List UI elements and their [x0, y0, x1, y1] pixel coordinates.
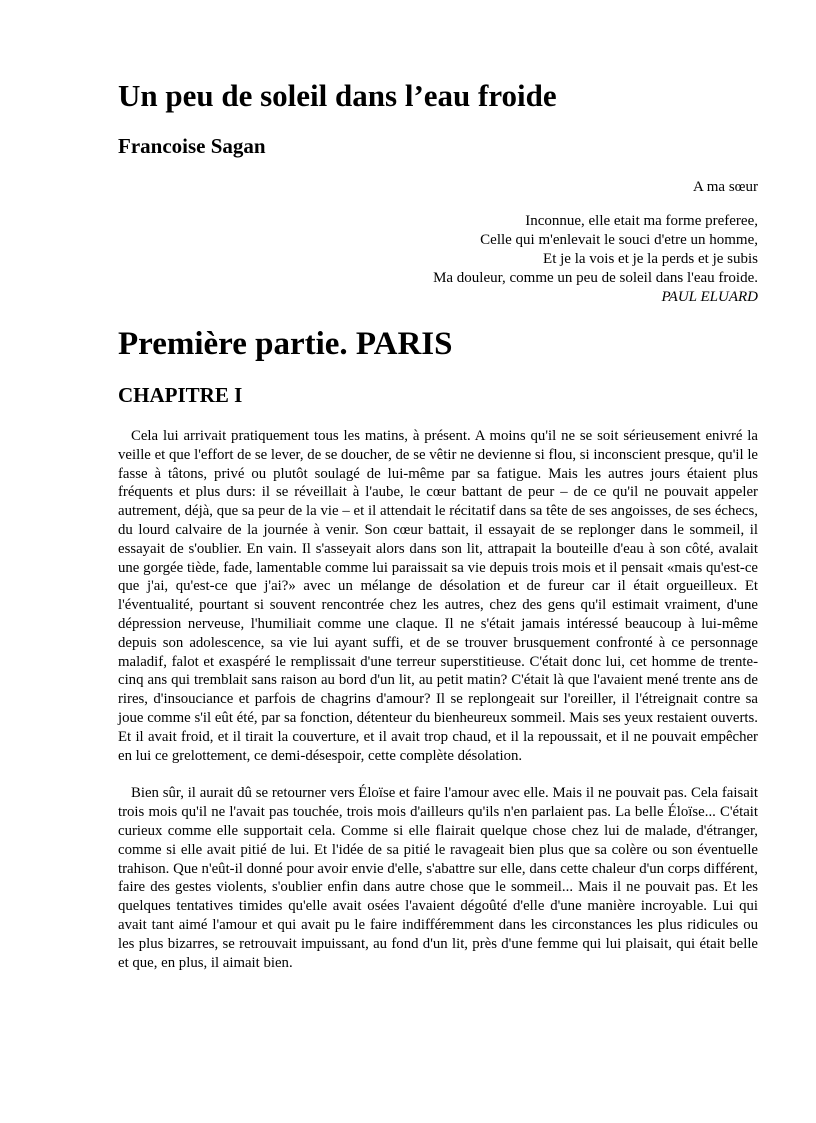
epigraph-line: Celle qui m'enlevait le souci d'etre un homme,: [480, 232, 758, 248]
epigraph-line: Et je la vois et je la perds et je subis: [543, 251, 758, 267]
author-name: Francoise Sagan: [118, 134, 266, 158]
body-paragraph: Cela lui arrivait pratiquement tous les matins, à présent. A moins qu'il ne se soit sérieusement enivré la veille et que l'effort de se lever, de se doucher, de se vêtir ne devienne si flou, si inconscient presque, qu'il le fasse à tâtons, privé ou plutôt soulagé de lui-même par sa fatigue. Mais les autres jours étaient plus fréquents et plus durs: il se réveillait à l'aube, le cœur battant de peur – de ce qu'il ne pouvait appeler autrement, déjà, que sa peur de la vie – et il attendait le récitatif dans sa tête de ses angoisses, de ses échecs, du lourd calvaire de la journée à venir. Son cœur battait, il essayait de se replonger dans le sommeil, il essayait de s'oublier. En vain. Il s'asseyait alors dans son lit, attrapait la bouteille d'eau à son côté, avalait une gorgée tiède, fade, lamentable comme lui paraissait sa vie depuis trois mois et il pensait «mais qu'est-ce que j'ai, qu'est-ce que j'ai?» avec un mélange de désolation et de fureur car il était orgueilleux. Et l'éventualité, pourtant si souvent rencontrée chez les autres, chez des gens qu'il estimait vraiment, d'une dépression nerveuse, l'humiliait comme une claque. Il ne s'était jamais intéressé beaucoup à lui-même depuis son adolescence, sa vie lui ayant suffi, et de se trouver brusquement confronté à ce personnage maladif, falot et exaspéré le remplissait d'une terreur superstitieuse. C'était donc lui, cet homme de trente-cinq ans qui tremblait sans raison au bord d'un lit, au petit matin? C'était là que l'avaient mené trente ans de rires, d'insouciance et parfois de chagrins d'amour? Il se replongeait sur l'oreiller, il l'étreignait contre sa joue comme s'il eût été, par sa fonction, détenteur du bienheureux sommeil. Mais ses yeux restaient ouverts. Et il avait froid, et il tirait la couverture, et il avait trop chaud, et il la repoussait, et il ne pouvait empêcher en lui ce grelottement, ce demi-désespoir, cette complète désolation.: [118, 428, 758, 764]
epigraph-line: Inconnue, elle etait ma forme preferee,: [525, 213, 758, 229]
chapter-body: [118, 427, 758, 972]
epigraph: [433, 212, 758, 307]
chapter-title: CHAPITRE I: [118, 383, 243, 407]
book-title: Un peu de soleil dans l’eau froide: [118, 78, 557, 113]
dedication: A ma sœur: [693, 179, 758, 195]
epigraph-line: Ma douleur, comme un peu de soleil dans l'eau froide.: [433, 270, 758, 286]
epigraph-attribution: PAUL ELUARD: [661, 289, 758, 305]
part-title: Première partie. PARIS: [118, 326, 453, 362]
body-paragraph: Bien sûr, il aurait dû se retourner vers Éloïse et faire l'amour avec elle. Mais il ne pouvait pas. Cela faisait trois mois qu'il ne l'avait pas touchée, trois mois d'ailleurs qu'ils n'en parlaient pas. La belle Éloïse... C'était curieux comme elle supportait cela. Comme si elle flairait quelque chose chez lui de malade, d'étranger, comme si elle avait pitié de lui. Et l'idée de sa pitié le ravageait bien plus que sa colère ou son éventuelle trahison. Que n'eût-il donné pour avoir envie d'elle, s'abattre sur elle, dans cette chaleur d'un corps différent, faire des gestes violents, s'oublier enfin dans autre chose que le sommeil... Mais il ne pouvait pas. Et les quelques tentatives timides qu'elle avait osées l'avaient dégoûté d'elle d'une manière incroyable. Lui qui avait tant aimé l'amour et qui avait pu le faire indifféremment dans les circonstances les plus ridicules ou les plus bizarres, se retrouvait impuissant, au fond d'un lit, près d'une femme qui lui plaisait, qui était belle et que, en plus, il aimait bien.: [118, 785, 758, 971]
